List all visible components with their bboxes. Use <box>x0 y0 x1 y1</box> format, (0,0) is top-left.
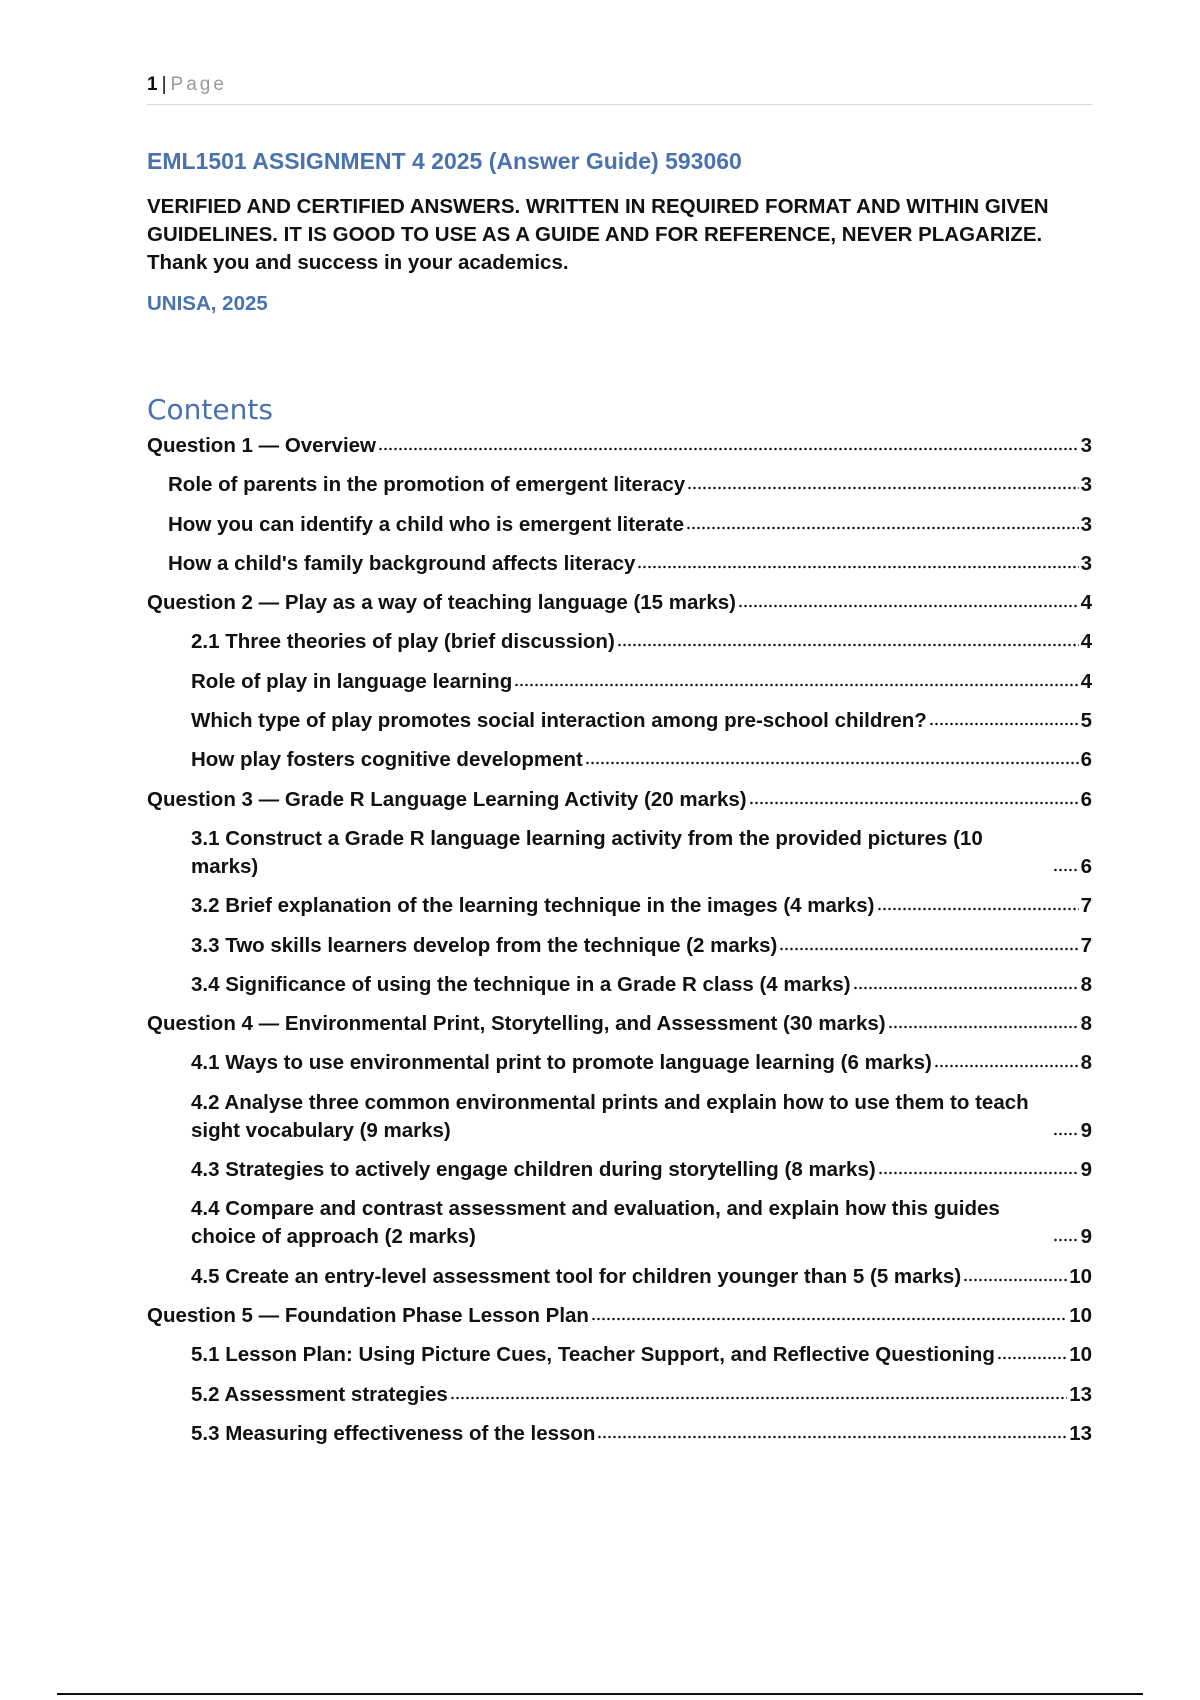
toc-entry[interactable] <box>147 1263 1092 1291</box>
page-separator: | <box>161 74 167 95</box>
toc-leader-dots <box>878 1169 1079 1177</box>
toc-leader-dots <box>963 1276 1067 1284</box>
toc-entry-label: 5.2 Assessment strategies <box>191 1382 448 1406</box>
toc-entry-label: 3.4 Significance of using the technique in a Grade R class (4 marks) <box>191 972 851 996</box>
toc-leader-dots <box>749 799 1079 807</box>
toc-entry[interactable] <box>147 1341 1092 1369</box>
toc-leader-dots <box>637 563 1078 571</box>
toc-leader-dots <box>1053 866 1079 874</box>
toc-leader-dots <box>877 905 1079 913</box>
table-of-contents <box>147 432 1092 1459</box>
toc-entry[interactable] <box>147 746 1092 774</box>
toc-entry-page: 5 <box>1080 709 1092 733</box>
toc-entry-page: 3 <box>1080 434 1092 457</box>
page-number: 1 <box>147 74 158 95</box>
toc-entry[interactable] <box>147 932 1092 960</box>
toc-entry-label: Role of play in language learning <box>191 669 513 693</box>
toc-entry[interactable] <box>147 1049 1092 1077</box>
toc-leader-dots <box>591 1315 1067 1323</box>
toc-entry[interactable] <box>147 432 1092 460</box>
toc-leader-dots <box>1053 1130 1079 1138</box>
toc-leader-dots <box>888 1023 1079 1031</box>
toc-entry-page: 10 <box>1069 1264 1092 1288</box>
toc-entry-label: Question 5 — Foundation Phase Lesson Plan <box>147 1303 589 1327</box>
toc-entry-label: 5.3 Measuring effectiveness of the lesson <box>191 1421 596 1445</box>
toc-entry-label: 4.5 Create an entry-level assessment tool for children younger than 5 (5 marks) <box>191 1264 962 1288</box>
toc-entry[interactable] <box>147 1381 1092 1409</box>
toc-entry-page: 13 <box>1069 1382 1092 1406</box>
toc-entry-label: Which type of play promotes social interaction among pre-school children? <box>191 709 927 733</box>
organization-label: UNISA, 2025 <box>147 292 268 315</box>
toc-leader-dots <box>597 1433 1067 1441</box>
toc-entry[interactable] <box>147 1089 1092 1145</box>
toc-entry[interactable] <box>147 707 1092 735</box>
toc-entry[interactable] <box>147 971 1092 999</box>
toc-leader-dots <box>929 720 1079 728</box>
toc-entry-page: 6 <box>1080 748 1092 772</box>
toc-entry[interactable] <box>147 550 1092 578</box>
toc-entry-page: 4 <box>1080 591 1092 615</box>
toc-entry[interactable] <box>147 1420 1092 1448</box>
toc-entry[interactable] <box>147 668 1092 696</box>
toc-entry-page: 7 <box>1080 933 1092 957</box>
toc-entry-page: 4 <box>1080 630 1092 654</box>
toc-entry-label: Question 4 — Environmental Print, Storytelling, and Assessment (30 marks) <box>147 1012 886 1036</box>
toc-entry-page: 8 <box>1080 972 1092 996</box>
toc-entry-label: 3.1 Construct a Grade R language learning activity from the provided pictures (10 marks) <box>191 826 983 878</box>
toc-entry[interactable] <box>147 1302 1092 1330</box>
toc-leader-dots <box>687 484 1078 492</box>
toc-entry-page: 7 <box>1080 894 1092 918</box>
toc-entry-label: How play fosters cognitive development <box>191 748 583 772</box>
document-title: EML1501 ASSIGNMENT 4 2025 (Answer Guide) 593060 <box>147 148 742 174</box>
toc-entry-page: 8 <box>1080 1012 1092 1036</box>
toc-entry-page: 6 <box>1080 787 1092 811</box>
toc-leader-dots <box>779 945 1078 953</box>
contents-heading: Contents <box>147 393 273 426</box>
toc-leader-dots <box>997 1354 1067 1362</box>
toc-leader-dots <box>738 602 1079 610</box>
toc-entry-page: 3 <box>1080 512 1092 536</box>
toc-entry-page: 3 <box>1080 473 1092 497</box>
toc-entry-page: 10 <box>1069 1303 1092 1327</box>
toc-entry[interactable] <box>147 1195 1092 1251</box>
toc-entry-page: 10 <box>1069 1343 1092 1367</box>
toc-entry-label: 2.1 Three theories of play (brief discussion) <box>191 630 615 654</box>
toc-entry-label: Question 2 — Play as a way of teaching language (15 marks) <box>147 591 737 615</box>
page-label: Page <box>170 74 227 95</box>
toc-entry-label: How a child's family background affects literacy <box>168 551 636 575</box>
toc-entry-page: 3 <box>1080 551 1092 575</box>
toc-entry-label: How you can identify a child who is emergent literate <box>168 512 685 536</box>
toc-leader-dots <box>514 681 1078 689</box>
toc-entry-label: 5.1 Lesson Plan: Using Picture Cues, Teacher Support, and Reflective Questioning <box>191 1343 995 1367</box>
toc-entry[interactable] <box>147 786 1092 814</box>
toc-entry[interactable] <box>147 892 1092 920</box>
toc-entry-label: Role of parents in the promotion of emergent literacy <box>168 473 686 497</box>
toc-entry-label: 4.2 Analyse three common environmental prints and explain how to use them to teach sight vocabulary (9 marks) <box>191 1090 1029 1142</box>
bottom-divider <box>57 1693 1143 1695</box>
toc-entry[interactable] <box>147 471 1092 499</box>
toc-entry-label: Question 1 — Overview <box>147 434 376 457</box>
toc-entry-label: 3.2 Brief explanation of the learning technique in the images (4 marks) <box>191 894 875 918</box>
toc-entry-page: 9 <box>1080 1158 1092 1182</box>
toc-leader-dots <box>934 1062 1079 1070</box>
notice-text: VERIFIED AND CERTIFIED ANSWERS. WRITTEN IN REQUIRED FORMAT AND WITHIN GIVEN GUIDELINES. IT IS GOOD TO USE AS A GUIDE AND FOR REFERENCE, NEVER PLAGARIZE. Thank you and success in your academics. <box>147 195 1049 274</box>
toc-entry-page: 13 <box>1069 1421 1092 1445</box>
toc-leader-dots <box>686 524 1079 532</box>
toc-leader-dots <box>853 984 1079 992</box>
toc-entry-label: 4.1 Ways to use environmental print to promote language learning (6 marks) <box>191 1051 932 1075</box>
toc-entry-page: 6 <box>1080 854 1092 878</box>
toc-entry-label: 3.3 Two skills learners develop from the technique (2 marks) <box>191 933 778 957</box>
toc-entry-label: Question 3 — Grade R Language Learning Activity (20 marks) <box>147 787 747 811</box>
toc-entry-page: 9 <box>1080 1225 1092 1249</box>
toc-entry[interactable] <box>147 825 1092 881</box>
toc-leader-dots <box>585 759 1079 767</box>
toc-leader-dots <box>378 445 1079 453</box>
toc-entry-label: 4.3 Strategies to actively engage children during storytelling (8 marks) <box>191 1158 876 1182</box>
page-header <box>147 74 1092 105</box>
toc-entry[interactable] <box>147 1010 1092 1038</box>
toc-entry-page: 4 <box>1080 669 1092 693</box>
toc-entry[interactable] <box>147 511 1092 539</box>
toc-entry-page: 8 <box>1080 1051 1092 1075</box>
toc-entry[interactable] <box>147 589 1092 617</box>
toc-entry[interactable] <box>147 628 1092 656</box>
toc-entry-label: 4.4 Compare and contrast assessment and evaluation, and explain how this guides choice of approach (2 marks) <box>191 1197 1000 1249</box>
toc-entry[interactable] <box>147 1156 1092 1184</box>
toc-leader-dots <box>450 1394 1067 1402</box>
toc-leader-dots <box>1053 1236 1079 1244</box>
toc-leader-dots <box>617 641 1079 649</box>
toc-entry-page: 9 <box>1080 1118 1092 1142</box>
